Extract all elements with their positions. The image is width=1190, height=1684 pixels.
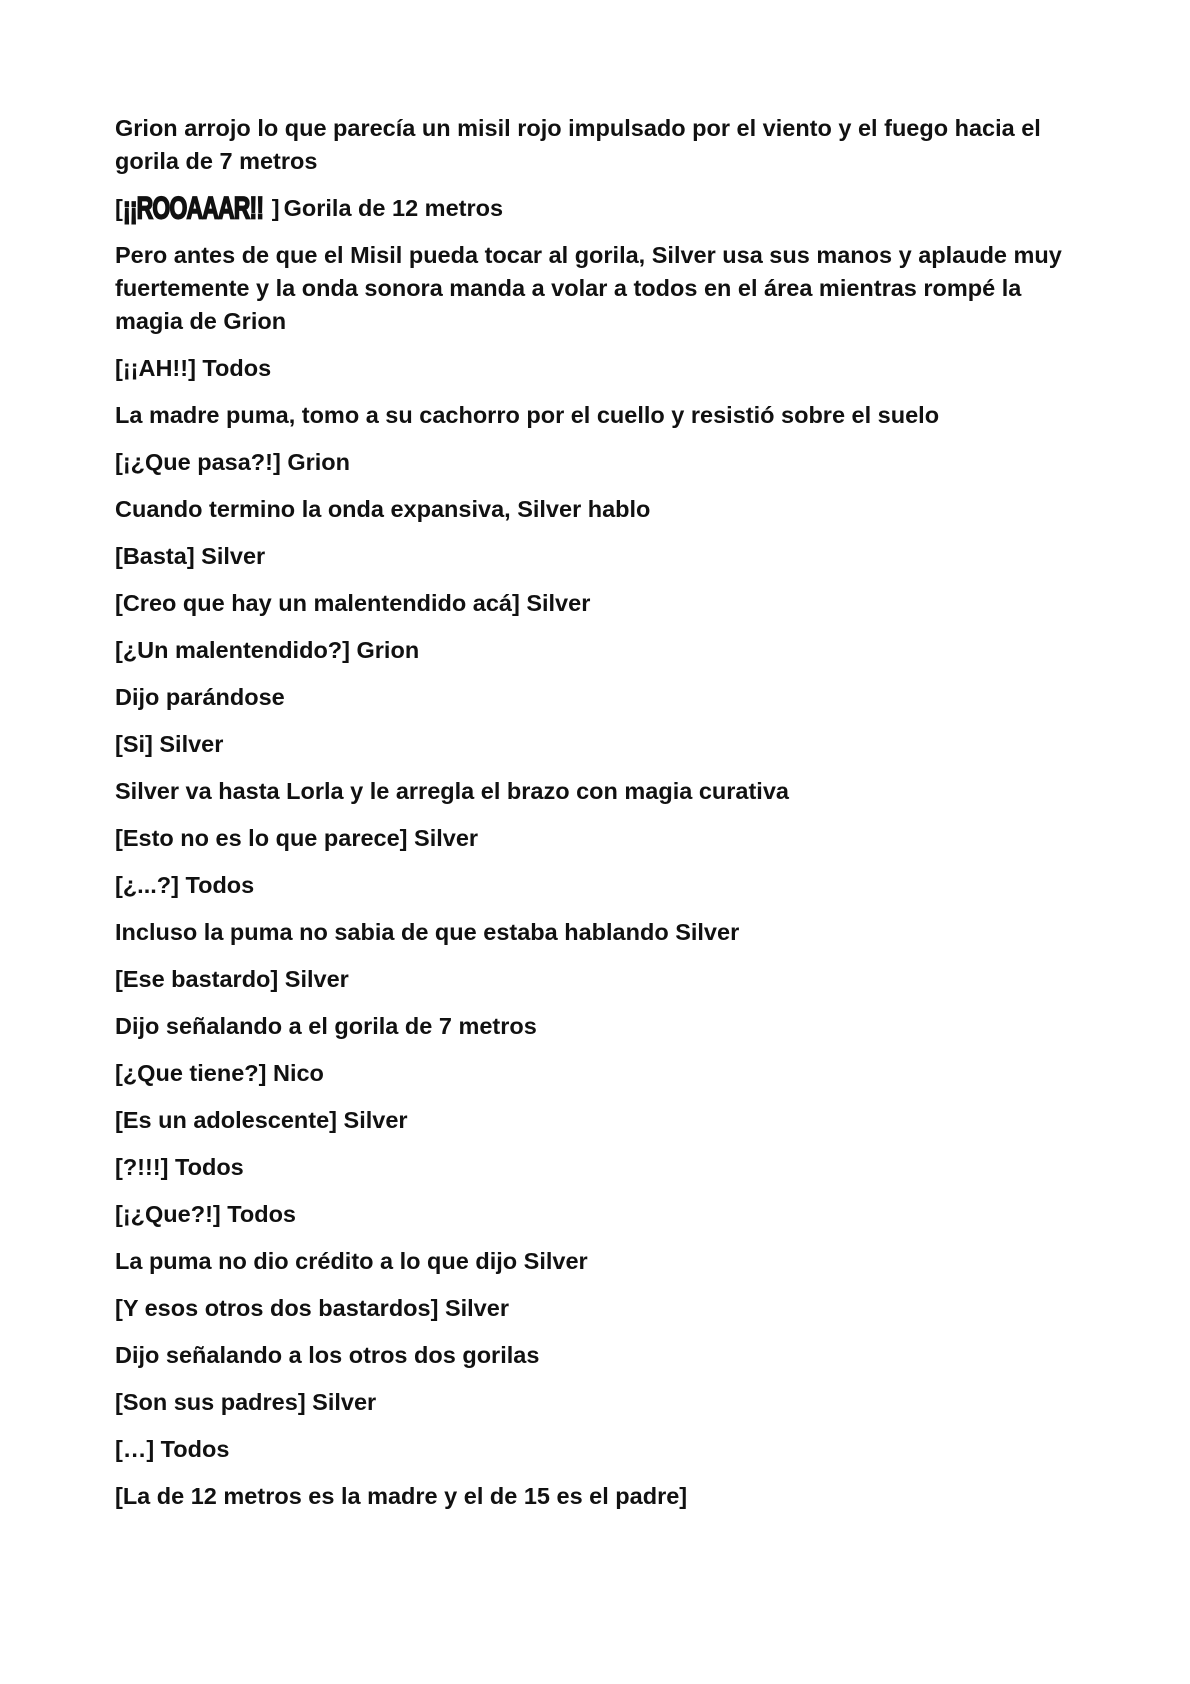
dialogue-line: [Creo que hay un malentendido acá] Silver — [115, 590, 591, 616]
narration-paragraph: La madre puma, tomo a su cachorro por el cuello y resistió sobre el suelo — [115, 402, 940, 428]
roar-sound-effect — [115, 192, 280, 225]
dialogue-line: [Y esos otros dos bastardos] Silver — [115, 1295, 509, 1321]
dialogue-line: [¡¿Que?!] Todos — [115, 1201, 296, 1227]
dialogue-line: [Ese bastardo] Silver — [115, 966, 349, 992]
narration-paragraph: Dijo señalando a los otros dos gorilas — [115, 1342, 540, 1368]
dialogue-line: [Es un adolescente] Silver — [115, 1107, 408, 1133]
narration-paragraph: Grion arrojo lo que parecía un misil rojo impulsado por el viento y el fuego hacia el gorila de 7 metros — [115, 115, 1041, 174]
dialogue-line: [Esto no es lo que parece] Silver — [115, 825, 479, 851]
dialogue-line: [¿Que tiene?] Nico — [115, 1060, 324, 1086]
dialogue-line: [¡¿Que pasa?!] Grion — [115, 449, 350, 475]
document-body — [115, 112, 1085, 1527]
narration-paragraph: La puma no dio crédito a lo que dijo Silver — [115, 1248, 588, 1274]
narration-paragraph: Pero antes de que el Misil pueda tocar al gorila, Silver usa sus manos y aplaude muy fuertemente y la onda sonora manda a volar a todos en el área mientras rompé la magia de Grion — [115, 242, 1062, 334]
dialogue-line: [¿Un malentendido?] Grion — [115, 637, 420, 663]
dialogue-line: [Basta] Silver — [115, 543, 266, 569]
roar-text: ¡¡ROOAAAR!! — [122, 190, 264, 225]
dialogue-line: [¿...?] Todos — [115, 872, 255, 898]
roar-close-bracket: ] — [271, 195, 280, 221]
narration-paragraph: Silver va hasta Lorla y le arregla el brazo con magia curativa — [115, 778, 789, 804]
narration-paragraph: Incluso la puma no sabia de que estaba hablando Silver — [115, 919, 740, 945]
dialogue-line: [Son sus padres] Silver — [115, 1389, 377, 1415]
dialogue-line: [Si] Silver — [115, 731, 224, 757]
dialogue-line: [?!!!] Todos — [115, 1154, 244, 1180]
narration-paragraph: Cuando termino la onda expansiva, Silver hablo — [115, 496, 651, 522]
dialogue-line: [La de 12 metros es la madre y el de 15 es el padre] — [115, 1483, 688, 1509]
roar-speaker: Gorila de 12 metros — [283, 195, 504, 221]
narration-paragraph: Dijo señalando a el gorila de 7 metros — [115, 1013, 537, 1039]
roar-open-bracket: [ — [115, 195, 123, 221]
dialogue-line-roar — [115, 192, 1085, 225]
dialogue-line: [¡¡AH!!] Todos — [115, 355, 272, 381]
narration-paragraph: Dijo parándose — [115, 684, 285, 710]
dialogue-line: […] Todos — [115, 1436, 230, 1462]
